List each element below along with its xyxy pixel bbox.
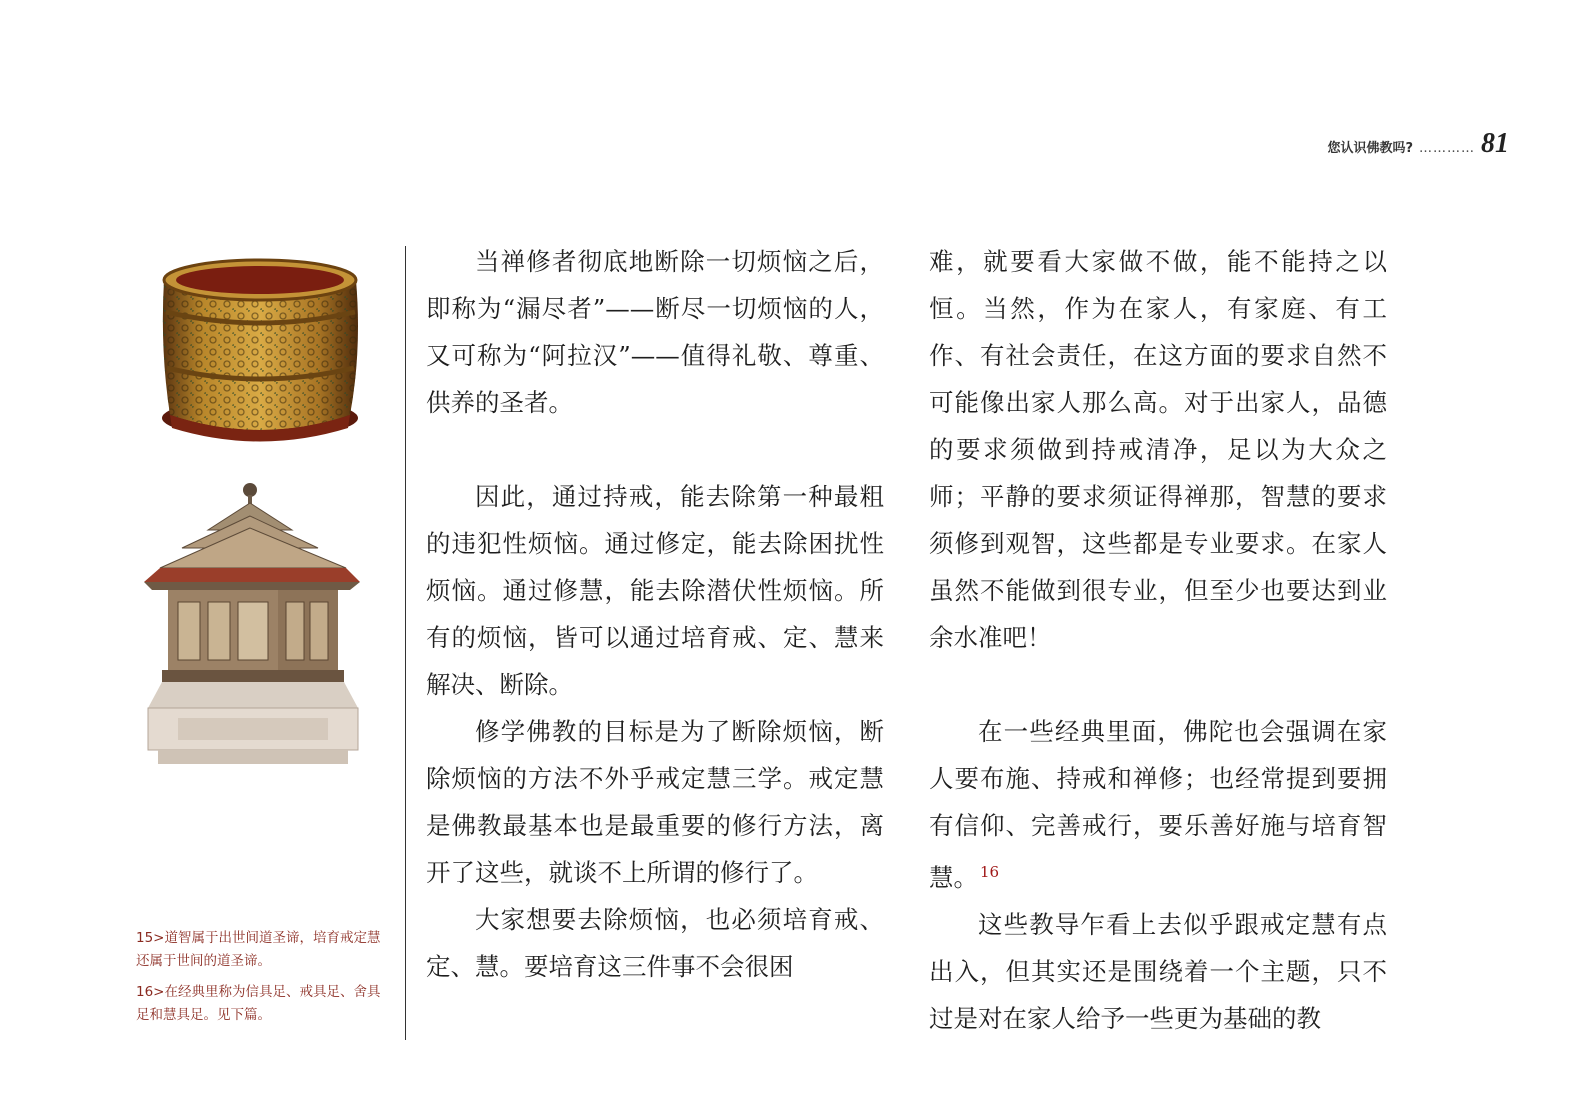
- paragraph-text: 在一些经典里面，佛陀也会强调在家人要布施、持戒和禅修；也经常提到要拥有信仰、完善戒行，要乐善好施与培育智慧。: [929, 717, 1387, 892]
- footnote-15: 15>道智属于出世间道圣谛，培育戒定慧还属于世间的道圣谛。: [136, 930, 381, 969]
- paragraph: 修学佛教的目标是为了断除烦恼，断除烦恼的方法不外乎戒定慧三学。戒定慧是佛教最基本也是最重要的修行方法，离开了这些，就谈不上所谓的修行了。: [426, 717, 884, 887]
- pagoda-shrine-box-image: [138, 478, 374, 788]
- leader-dots: …………: [1419, 141, 1475, 156]
- footnote-16: 16>在经典里称为信具足、戒具足、舍具足和慧具足。见下篇。: [136, 984, 381, 1023]
- paragraph: 这些教导乍看上去似乎跟戒定慧有点出入，但其实还是围绕着一个主题，只不过是对在家人给予一些更为基础的教: [929, 910, 1387, 1033]
- running-head: [1327, 128, 1509, 160]
- paragraph: 难，就要看大家做不做，能不能持之以恒。当然，作为在家人，有家庭、有工作、有社会责任，在这方面的要求自然不可能像出家人那么高。对于出家人，品德的要求须做到持戒清净，足以为大众之师；平静的要求须证得禅那，智慧的要求须修到观智，这些都是专业要求。在家人虽然不能做到很专业，但至少也要达到业余水准吧！: [929, 247, 1387, 652]
- footnote-ref-16: 16: [980, 863, 1000, 881]
- column-divider: [405, 246, 406, 1040]
- gilded-lacquer-bowl-image: [150, 250, 372, 445]
- sidenotes: [136, 927, 386, 1035]
- paragraph: [929, 708, 1387, 901]
- paragraph: 大家想要去除烦恼，也必须培育戒、定、慧。要培育这三件事不会很困: [426, 905, 884, 981]
- page-number: 81: [1481, 128, 1509, 159]
- left-text-column: [426, 238, 884, 990]
- paragraph: 因此，通过持戒，能去除第一种最粗的违犯性烦恼。通过修定，能去除困扰性烦恼。通过修慧，能去除潜伏性烦恼。所有的烦恼，皆可以通过培育戒、定、慧来解决、断除。: [426, 482, 884, 699]
- book-title: 您认识佛教吗?: [1327, 141, 1413, 156]
- right-text-column: [929, 238, 1387, 1042]
- paragraph: 当禅修者彻底地断除一切烦恼之后，即称为“漏尽者”——断尽一切烦恼的人，又可称为“阿拉汉”——值得礼敬、尊重、供养的圣者。: [426, 247, 884, 417]
